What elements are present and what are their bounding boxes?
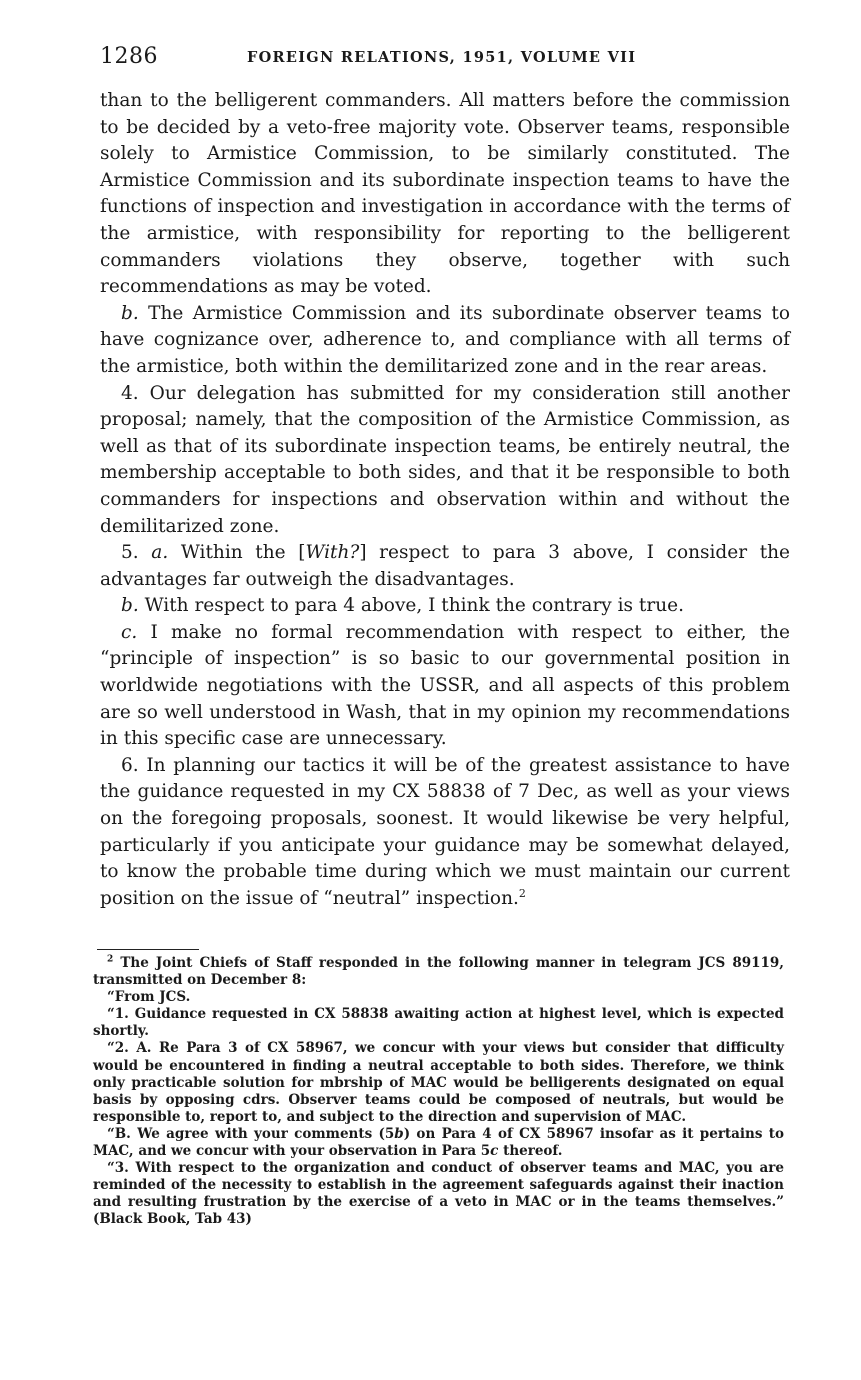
paragraph-text: With respect to para 4 above, I think the contrary is true. [138,595,684,617]
page-header [100,44,790,74]
paragraph-text: ] respect to para 3 above, I consider the advantages far outweigh the disadvantages. [100,542,790,590]
item-label: b [394,1125,404,1142]
footnote-intro [93,955,784,989]
paragraph-number: 5. [121,542,152,564]
item-label: c. [121,621,138,643]
paragraph-5b [100,593,790,620]
footnote-divider [97,949,199,950]
item-label: b. [121,595,139,617]
footnote-text: “B. We agree with your comments (5 [107,1125,395,1142]
paragraph-5c [100,620,790,753]
footnote-text: thereof. [498,1143,563,1160]
item-label: c [490,1143,499,1160]
paragraph-6 [100,753,790,913]
paragraph-text: I make no formal recommendation with respect to either, the “principle of inspection” is so basic to our governmental position in worldwide negotiations with the USSR, and all aspects of this problem are so well understood in Wash, that in my opinion my recommendations in this specific case are unnecessary. [100,621,790,750]
footnote-line: “1. Guidance requested in CX 58838 awaiting action at highest level, which is expected shortly. [93,1006,784,1040]
footnote-text: ) on Para 4 of CX 58967 insofar as it pertains to MAC, and we concur with your observation in Para 5 [93,1125,785,1160]
footnote-text: The Joint Chiefs of Staff responded in the following manner in telegram JCS 89119, transmitted on December 8: [93,955,785,989]
footnote-line: “3. With respect to the organization and conduct of observer teams and MAC, you are reminded of the necessity to establish in the agreement safeguards against their inaction and resulting frustration by the exercise of a veto in MAC or in the teams themselves.” (Black Book, Tab 43) [93,1160,784,1228]
item-label: b. [121,302,139,324]
paragraph-4: 4. Our delegation has submitted for my consideration still another proposal; namely, that the composition of the Armistice Commission, as well as that of its subordinate inspection teams, be entirely neutral, the membership acceptable to both sides, and that it be responsible to both commanders for inspections and observation within and without the demilitarized zone. [100,382,790,537]
paragraph-text: 6. In planning our tactics it will be of the greatest assistance to have the guidance requested in my CX 58838 of 7 Dec, as well as your views on the foregoing proposals, soonest. It would likewise be very helpful, particularly if you anticipate your guidance may be somewhat delayed, to know the probable time during which we must maintain our current position on the issue of “neutral” inspection. [100,754,790,909]
body-text [100,88,790,912]
paragraph-text: The Armistice Commission and its subordinate observer teams to have cognizance over, adherence to, and compliance with all terms of the armistice, both within the demilitarized zone and in the rear areas. [100,302,790,377]
footnote-line: “From JCS. [107,989,191,1006]
running-head: FOREIGN RELATIONS, 1951, VOLUME VII [247,49,637,66]
footnote-line [93,1126,784,1160]
footnote-reference[interactable]: 2 [518,886,526,900]
paragraph-3b [100,301,790,381]
footnote-line: “2. A. Re Para 3 of CX 58967, we concur with your views but consider that difficulty would be encountered in finding a neutral acceptable to both sides. Therefore, we think only practicable solution for mbrship of MAC would be belligerents designated on equal basis by opposing cdrs. Observer teams could be composed of neutrals, but would be responsible to, report to, and subject to the direction and supervision of MAC. [93,1040,784,1125]
item-label: a. [151,542,169,564]
page-number: 1286 [100,44,158,69]
paragraph-5a [100,540,790,593]
footnotes [93,955,784,1229]
paragraph-text: Within the [ [168,542,306,564]
editorial-insert: With? [305,542,360,564]
footnote-marker: 2 [107,954,114,965]
paragraph-continuation: than to the belligerent commanders. All matters before the commission to be decided by a veto-free majority vote. Observer teams, responsible solely to Armistice Commission, to be similarly constituted. The Armistice Commission and its subordinate inspection teams to have the functions of inspection and investigation in accordance with the terms of the armistice, with responsibility for reporting to the belligerent commanders violations they observe, together with such recommendations as may be voted. [100,90,790,298]
